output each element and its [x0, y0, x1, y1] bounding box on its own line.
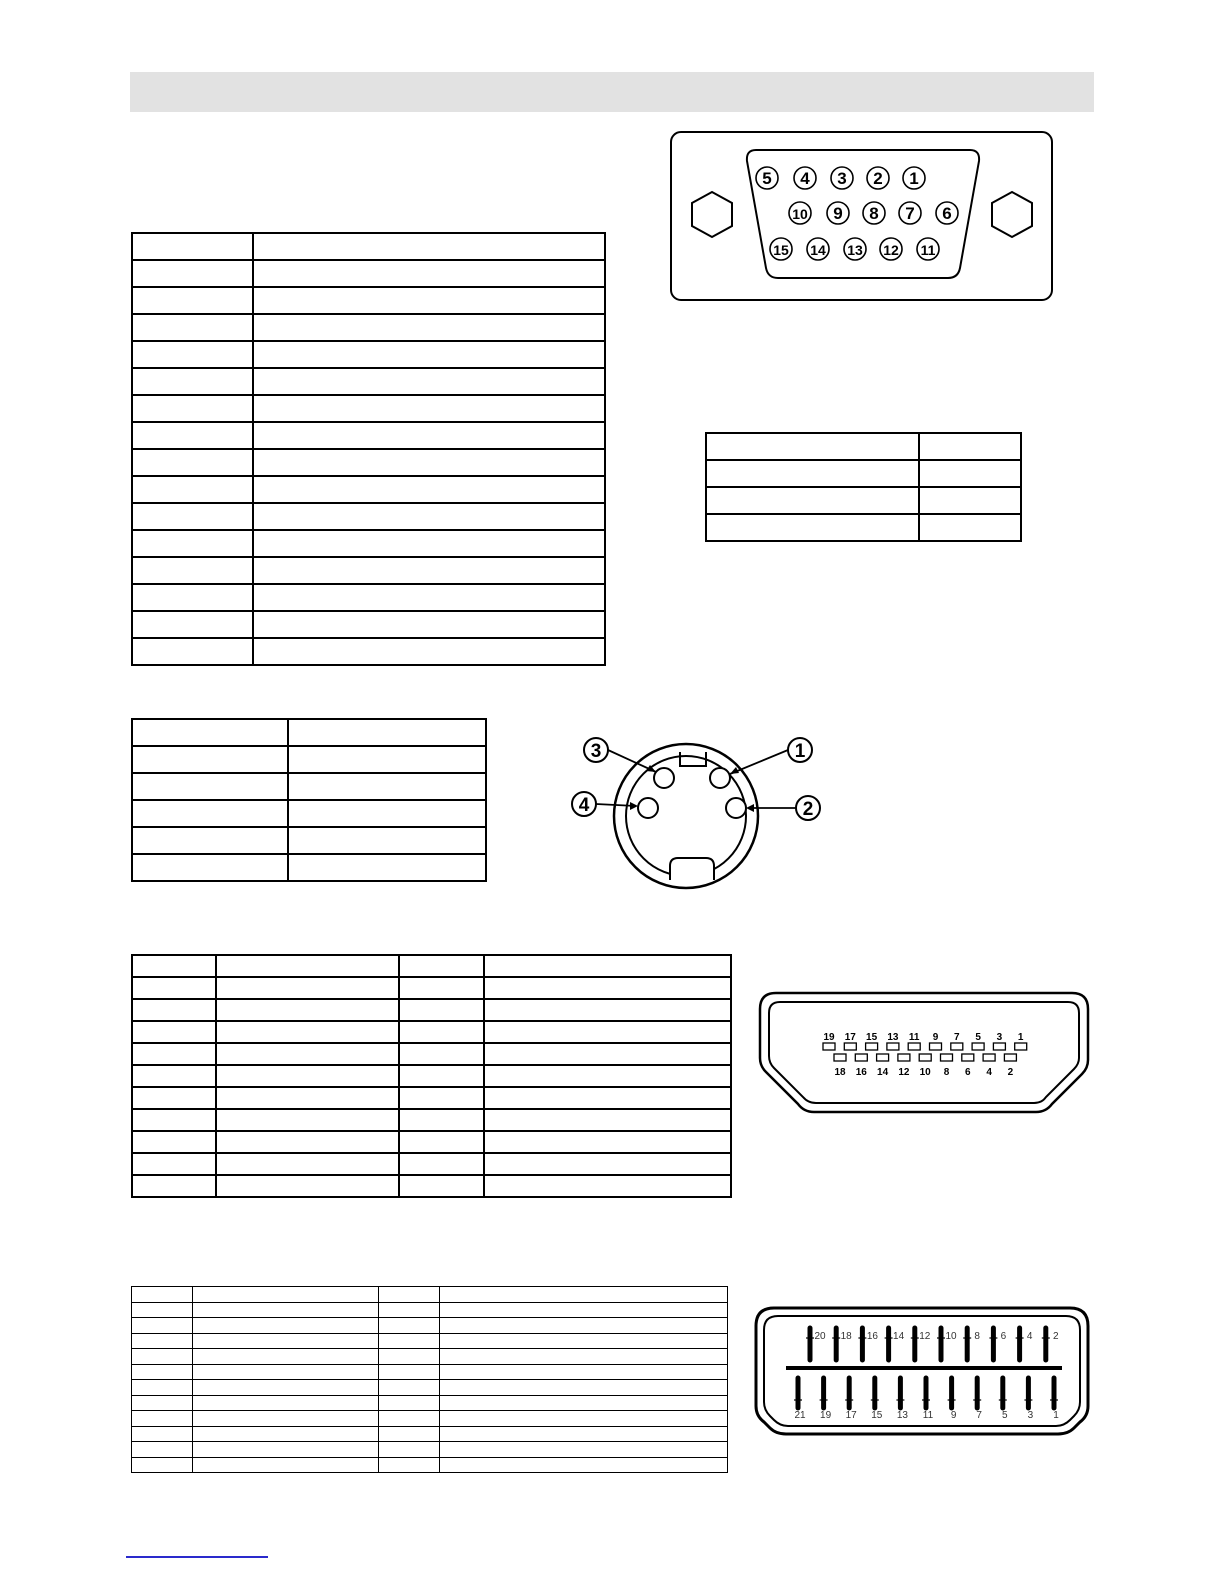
svg-text:13: 13	[847, 242, 863, 258]
svg-text:3: 3	[837, 169, 847, 188]
svg-text:6: 6	[965, 1067, 971, 1078]
table-row	[132, 395, 605, 422]
svg-text:20: 20	[814, 1331, 826, 1342]
table-row	[132, 341, 605, 368]
table-row	[706, 487, 1021, 514]
svg-text:21: 21	[794, 1410, 806, 1421]
svg-text:18: 18	[840, 1331, 852, 1342]
left-screw-hex-icon	[692, 192, 732, 237]
svg-text:11: 11	[908, 1032, 920, 1043]
table-row	[132, 1087, 731, 1109]
svg-text:12: 12	[883, 242, 899, 258]
table-row	[132, 1065, 731, 1087]
table-row	[132, 611, 605, 638]
hdmi-pin-table	[131, 954, 732, 1198]
svg-text:11: 11	[922, 1410, 934, 1421]
scart-connector-diagram	[752, 1302, 1092, 1438]
svg-text:3: 3	[590, 741, 602, 762]
svg-text:8: 8	[943, 1067, 950, 1078]
vga-pin-1	[903, 167, 925, 189]
svg-text:9: 9	[833, 204, 843, 223]
svg-text:1: 1	[909, 169, 919, 188]
footer-link-underline	[126, 1556, 268, 1558]
svg-text:5: 5	[762, 169, 772, 188]
svideo-callout-2	[796, 796, 820, 820]
right-screw-hex-icon	[992, 192, 1032, 237]
hdmi-pin-19	[823, 1032, 835, 1050]
vga-pin-13	[844, 238, 866, 260]
svg-text:2: 2	[802, 799, 814, 820]
svg-text:14: 14	[877, 1067, 889, 1078]
svg-text:8: 8	[869, 204, 879, 223]
table-row	[132, 1380, 728, 1396]
svg-text:14: 14	[810, 242, 826, 258]
table-row	[132, 1426, 728, 1442]
svideo-connector-diagram	[560, 730, 830, 892]
vga-pin-2	[867, 167, 889, 189]
table-row	[132, 368, 605, 395]
svg-text:16: 16	[855, 1067, 867, 1078]
table-row	[132, 977, 731, 999]
svg-text:7: 7	[976, 1410, 982, 1421]
svg-text:5: 5	[975, 1032, 981, 1043]
table-row	[132, 638, 605, 665]
svg-text:4: 4	[800, 169, 810, 188]
table-row	[132, 1153, 731, 1175]
table-row	[132, 773, 486, 800]
svg-text:13: 13	[887, 1032, 899, 1043]
table-row	[132, 1442, 728, 1458]
svg-text:16: 16	[866, 1331, 878, 1342]
table-row	[132, 746, 486, 773]
vga-pin-8	[863, 202, 885, 224]
vga-pin-12	[880, 238, 902, 260]
vga-pin-4	[794, 167, 816, 189]
table-row	[132, 1411, 728, 1427]
hdmi-pin-15	[866, 1032, 878, 1050]
table-row	[132, 530, 605, 557]
hdmi-pin-17	[844, 1032, 856, 1050]
hdmi-pin-11	[908, 1032, 920, 1050]
table-row	[132, 1457, 728, 1473]
svg-text:6: 6	[942, 204, 952, 223]
table-row	[132, 1175, 731, 1197]
table-row	[132, 1333, 728, 1349]
svg-text:2: 2	[1007, 1067, 1014, 1078]
table-row	[132, 800, 486, 827]
table-row	[132, 1021, 731, 1043]
svg-text:12: 12	[919, 1331, 931, 1342]
table-row	[132, 584, 605, 611]
table-row	[132, 557, 605, 584]
table-row	[132, 955, 731, 977]
table-row	[132, 1109, 731, 1131]
table-row	[132, 827, 486, 854]
svg-text:15: 15	[871, 1410, 883, 1421]
vga-pin-6	[936, 202, 958, 224]
table-row	[132, 422, 605, 449]
svg-text:4: 4	[986, 1067, 992, 1078]
section-header-bar	[130, 72, 1094, 112]
table-row	[132, 1043, 731, 1065]
svg-text:3: 3	[996, 1032, 1003, 1043]
svg-text:1: 1	[794, 741, 806, 762]
svg-text:14: 14	[893, 1331, 905, 1342]
table-row	[132, 287, 605, 314]
svg-text:6: 6	[1000, 1331, 1007, 1342]
svideo-callout-1	[788, 738, 812, 762]
table-row	[132, 476, 605, 503]
svg-text:15: 15	[866, 1032, 878, 1043]
svideo-callout-3	[584, 738, 608, 762]
vga-pin-3	[831, 167, 853, 189]
svg-text:5: 5	[1002, 1410, 1008, 1421]
svideo-callout-4	[572, 792, 596, 816]
svg-text:15: 15	[773, 242, 789, 258]
svg-text:9: 9	[932, 1032, 939, 1043]
table-row	[132, 1131, 731, 1153]
vga-pin-14	[807, 238, 829, 260]
table-row	[132, 719, 486, 746]
svg-text:19: 19	[820, 1410, 832, 1421]
table-row	[132, 260, 605, 287]
vga-pin-11	[917, 238, 939, 260]
svg-text:17: 17	[845, 1410, 857, 1421]
svg-text:2: 2	[1053, 1331, 1059, 1342]
table-row	[706, 433, 1021, 460]
vga-pin-10	[789, 202, 811, 224]
hdmi-connector-diagram	[756, 988, 1092, 1118]
svg-text:3: 3	[1027, 1410, 1034, 1421]
table-row	[706, 514, 1021, 541]
svg-text:9: 9	[950, 1410, 957, 1421]
vga-pin-9	[827, 202, 849, 224]
table-row	[132, 1349, 728, 1365]
table-row	[132, 1395, 728, 1411]
small-table	[705, 432, 1022, 542]
svg-text:2: 2	[873, 169, 883, 188]
svg-text:10: 10	[919, 1067, 931, 1078]
table-row	[132, 503, 605, 530]
svg-text:1: 1	[1053, 1410, 1059, 1421]
hdmi-pin-13	[887, 1032, 899, 1050]
table-row	[132, 1302, 728, 1318]
table-row	[132, 233, 605, 260]
svg-text:4: 4	[578, 795, 590, 816]
table-row	[132, 854, 486, 881]
svg-text:17: 17	[844, 1032, 856, 1043]
vga-pin-5	[756, 167, 778, 189]
svg-text:18: 18	[834, 1067, 846, 1078]
svg-text:12: 12	[898, 1067, 910, 1078]
svg-text:10: 10	[792, 206, 808, 222]
scart-pin-table	[131, 1286, 728, 1473]
svg-text:1: 1	[1017, 1032, 1024, 1043]
vga-pin-7	[899, 202, 921, 224]
svg-text:11: 11	[920, 242, 936, 258]
table-row	[132, 1318, 728, 1334]
svg-text:7: 7	[905, 204, 915, 223]
svg-text:7: 7	[954, 1032, 960, 1043]
table-row	[132, 999, 731, 1021]
vga-pin-table	[131, 232, 606, 666]
table-row	[132, 314, 605, 341]
svg-text:13: 13	[896, 1410, 908, 1421]
vga-connector-diagram	[668, 128, 1058, 304]
svideo-pin-table	[131, 718, 487, 882]
svg-text:4: 4	[1026, 1331, 1033, 1342]
table-row	[706, 460, 1021, 487]
vga-pin-15	[770, 238, 792, 260]
svg-text:10: 10	[945, 1331, 957, 1342]
table-row	[132, 1364, 728, 1380]
svg-text:19: 19	[823, 1032, 835, 1043]
table-row	[132, 449, 605, 476]
svg-text:8: 8	[974, 1331, 980, 1342]
table-row	[132, 1287, 728, 1303]
